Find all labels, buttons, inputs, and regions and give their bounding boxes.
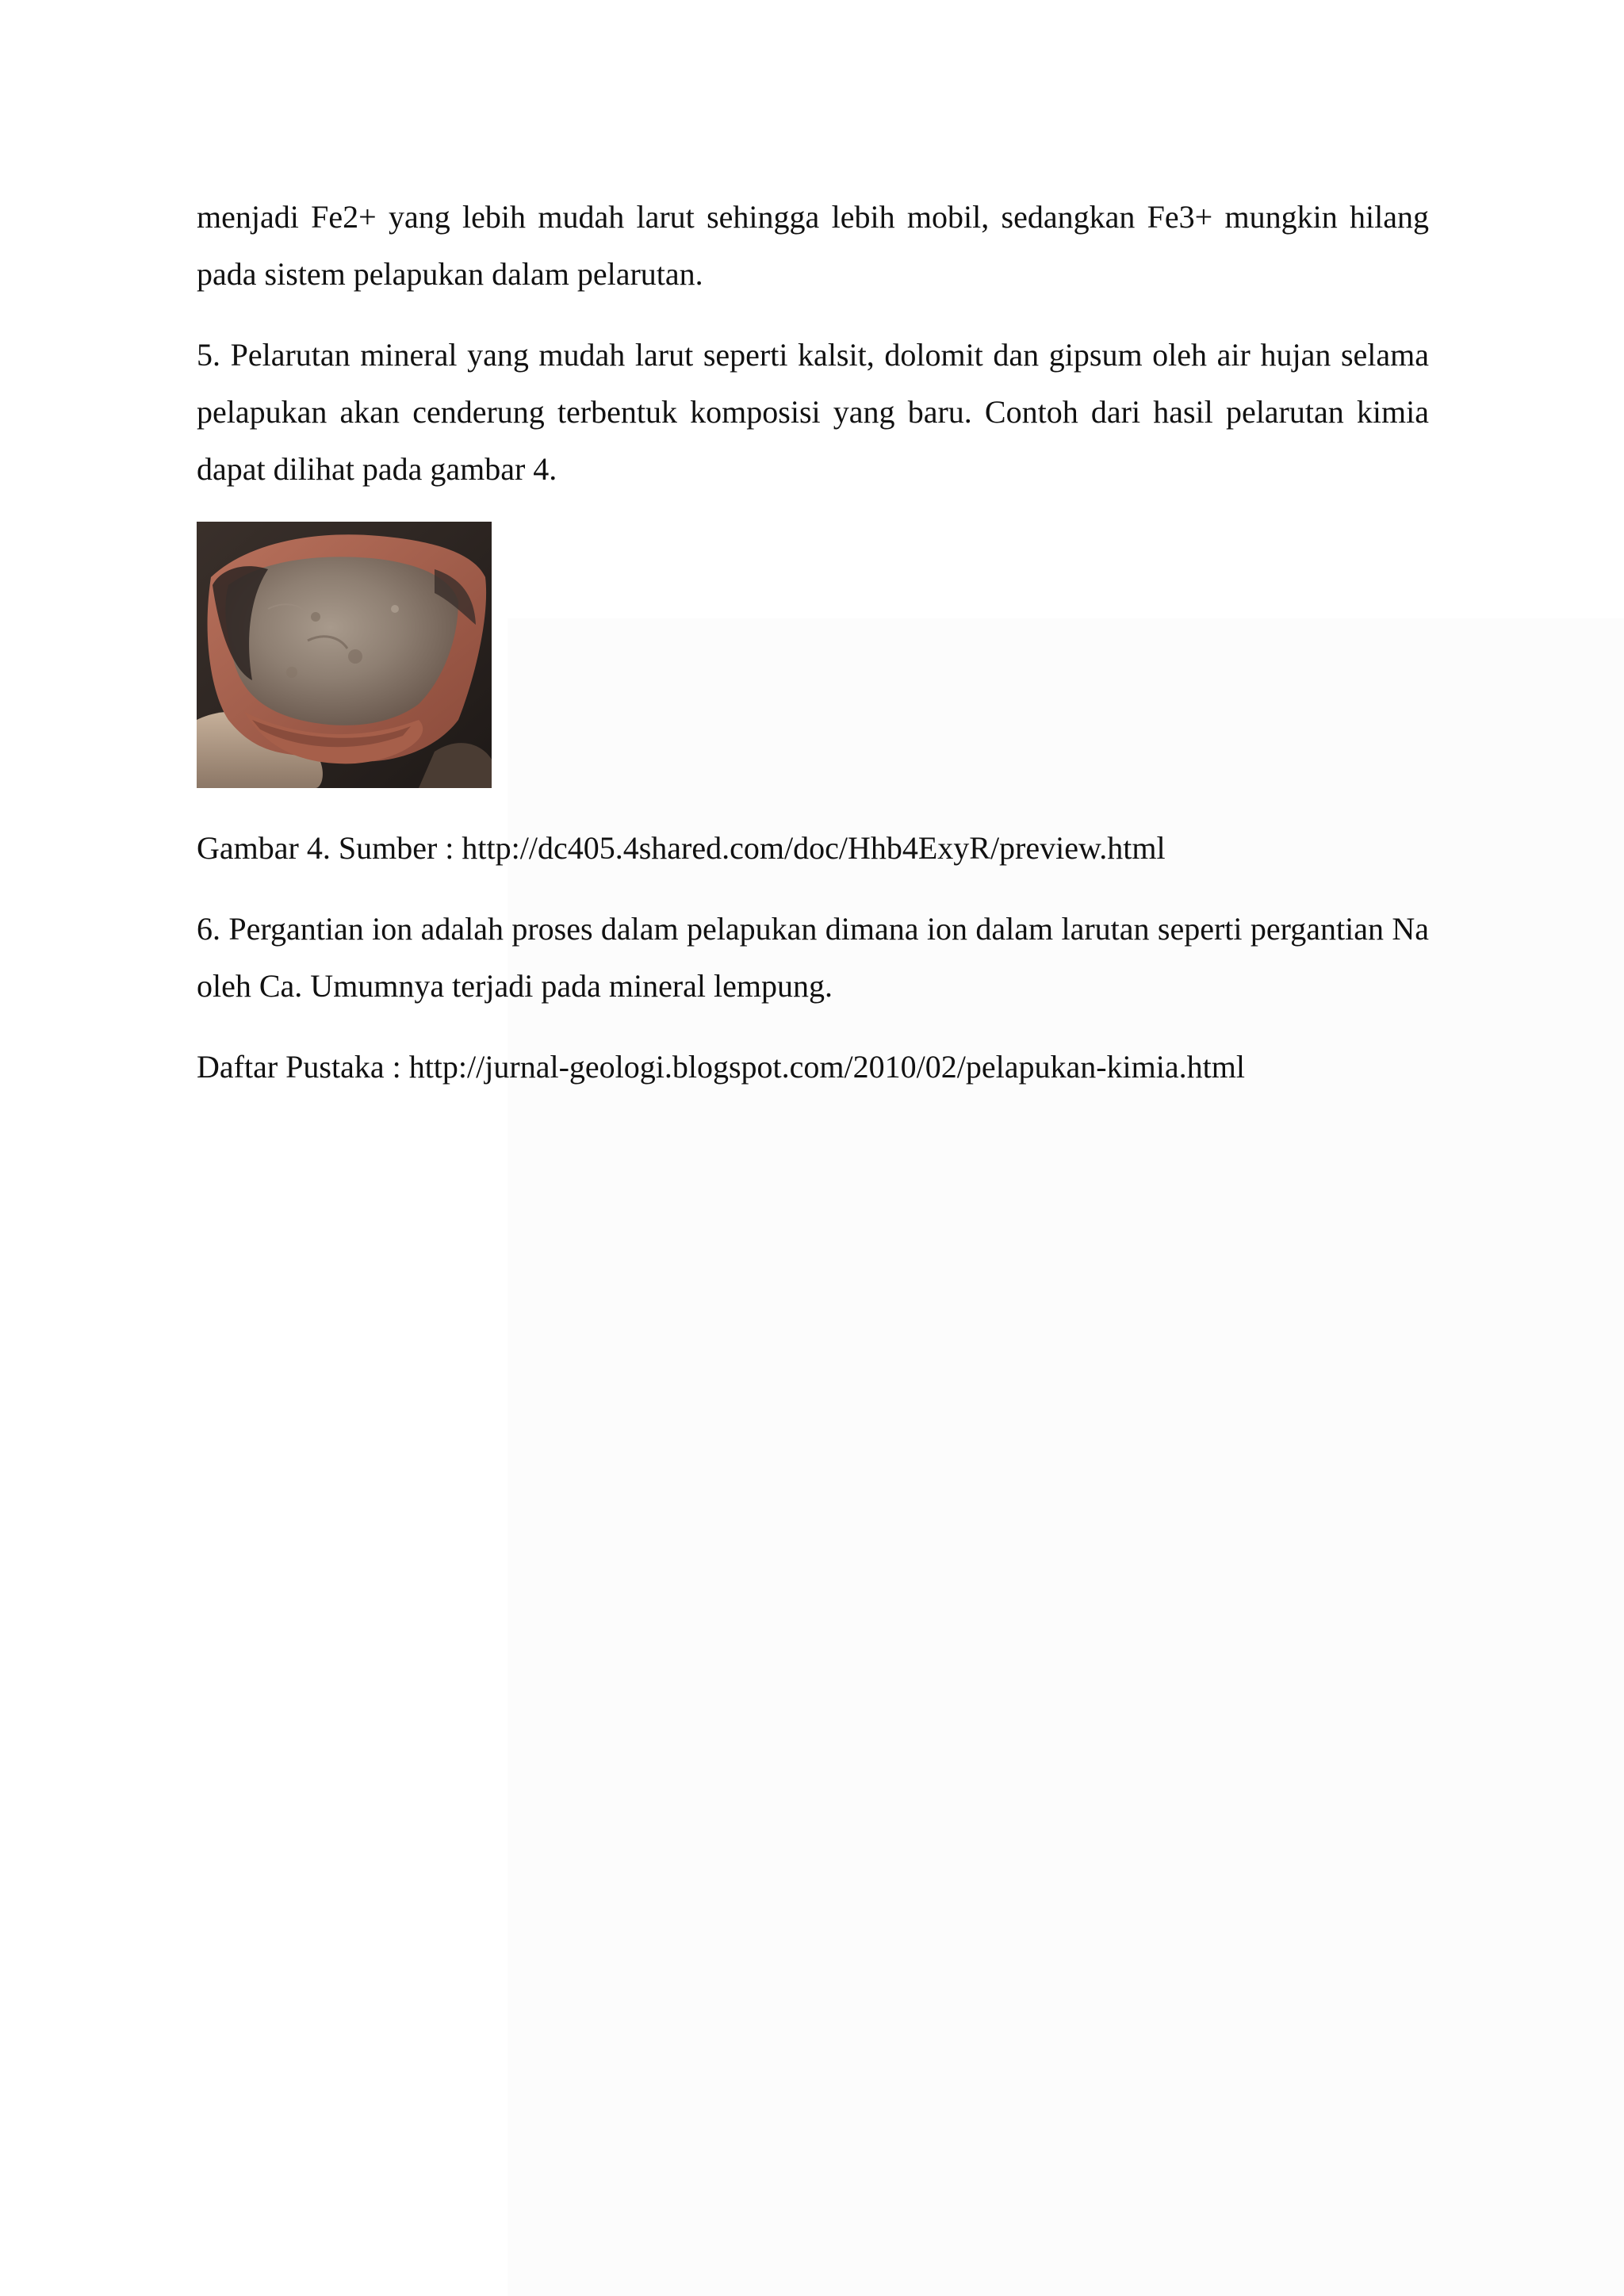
references-line: Daftar Pustaka : http://jurnal-geologi.blogspot.com/2010/02/pelapukan-kimia.html (197, 1049, 1245, 1085)
paragraph-mineral-dissolution: 5. Pelarutan mineral yang mudah larut seperti kalsit, dolomit dan gipsum oleh air hujan selama pelapukan akan cenderung terbentuk komposisi yang baru. Contoh dari hasil pelarutan kimia dapat dilihat pada gambar 4. (197, 337, 1429, 487)
document-body (197, 189, 1429, 1096)
figure-caption: Gambar 4. Sumber : http://dc405.4shared.com/doc/Hhb4ExyR/preview.html (197, 830, 1166, 866)
figure-weathered-rock-photo (197, 522, 492, 788)
paragraph-ion-exchange: 6. Pergantian ion adalah proses dalam pelapukan dimana ion dalam larutan seperti pergantian Na oleh Ca. Umumnya terjadi pada mineral lempung. (197, 911, 1429, 1004)
paragraph-iron-oxidation: menjadi Fe2+ yang lebih mudah larut sehingga lebih mobil, sedangkan Fe3+ mungkin hilang pada sistem pelapukan dalam pelarutan. (197, 199, 1429, 292)
